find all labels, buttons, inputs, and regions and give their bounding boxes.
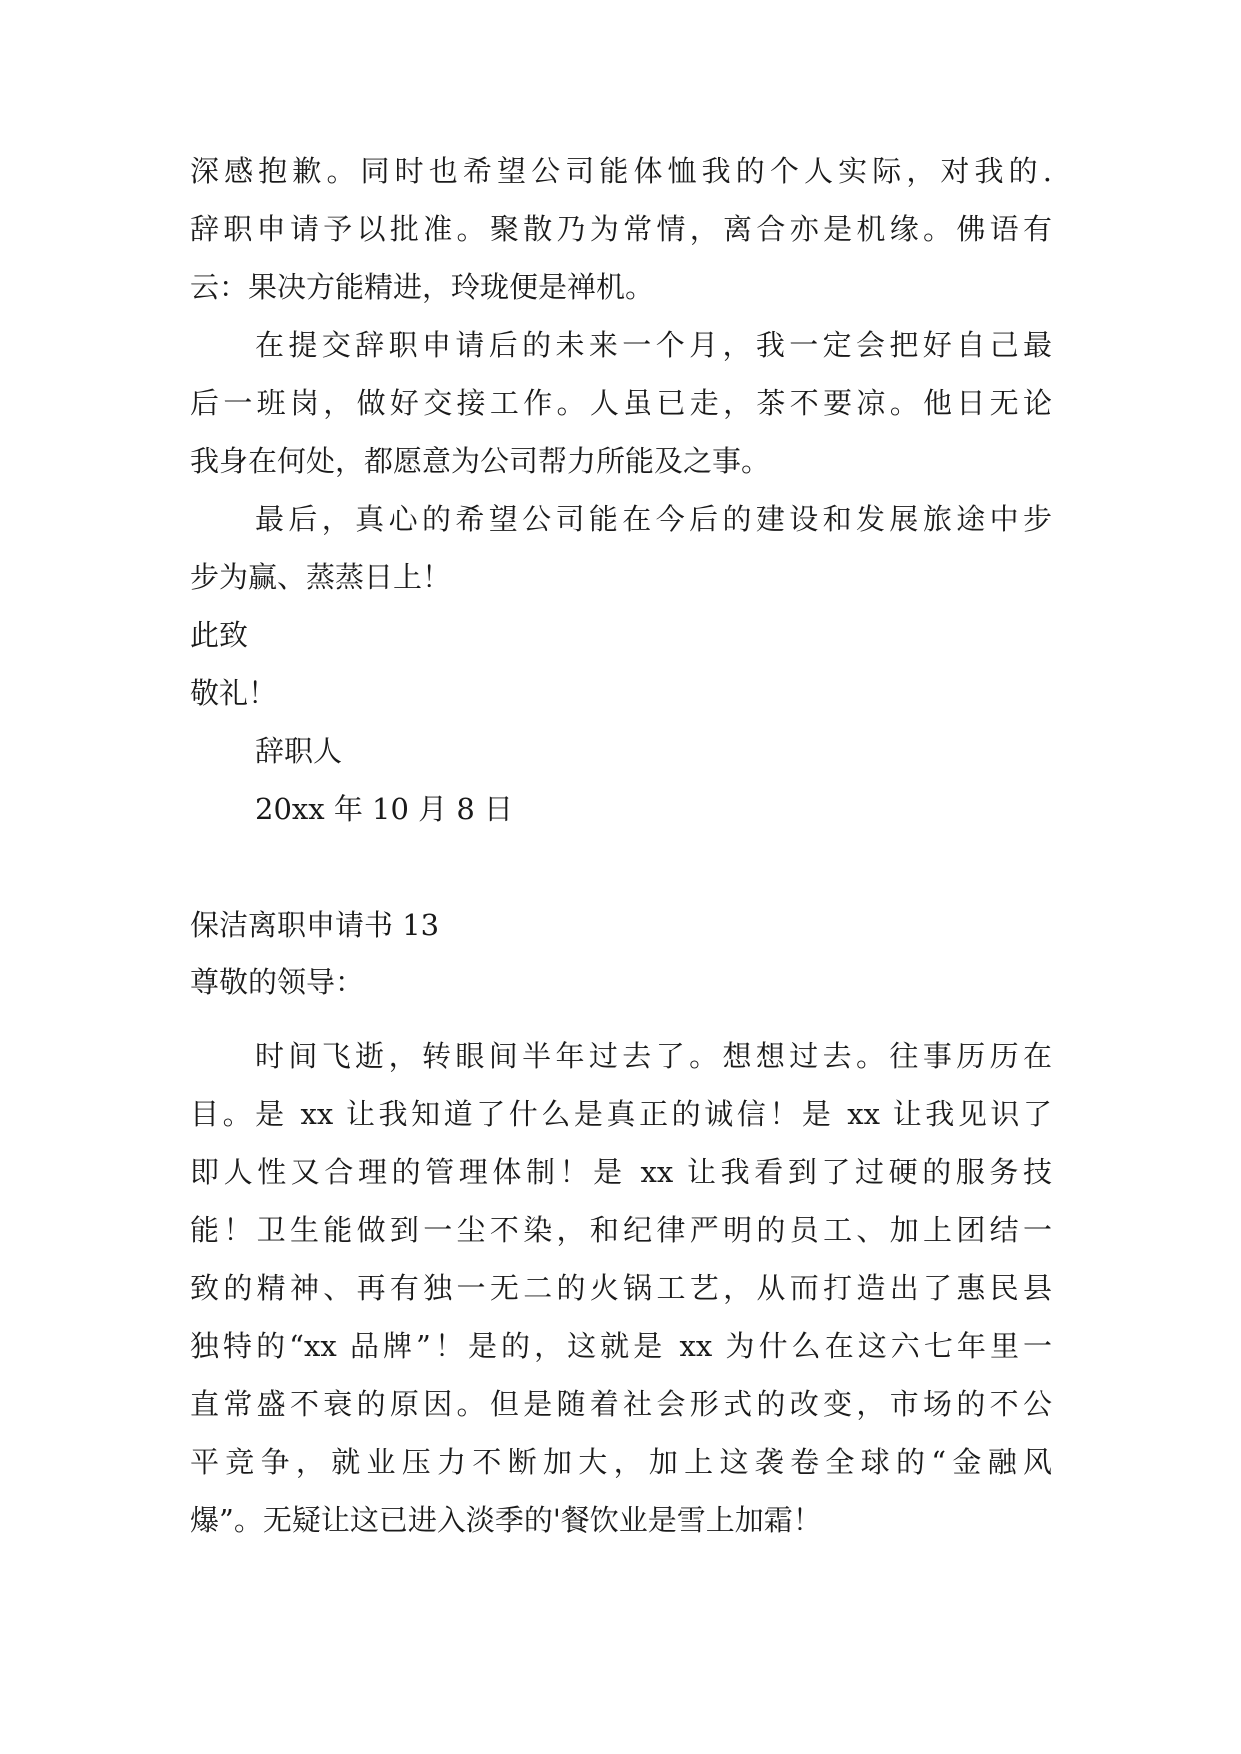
paragraph-line: 能！卫生能做到一尘不染，和纪律严明的员工、加上团结一: [190, 1213, 1052, 1247]
paragraph-line: 步为赢、蒸蒸日上！: [190, 560, 452, 594]
paragraph-line: 独特的“xx 品牌”！是的，这就是 xx 为什么在这六七年里一: [190, 1329, 1052, 1363]
closing-regards: 敬礼！: [190, 676, 278, 710]
section-title: 保洁离职申请书 13: [190, 908, 440, 942]
paragraph-line: 我身在何处，都愿意为公司帮力所能及之事。: [190, 444, 771, 478]
paragraph-line: 深感抱歉。同时也希望公司能体恤我的个人实际，对我的.: [190, 154, 1052, 188]
paragraph-line: 最后，真心的希望公司能在今后的建设和发展旅途中步: [255, 502, 1052, 536]
paragraph-line: 云：果决方能精进，玲珑便是禅机。: [190, 270, 655, 304]
paragraph-line: 爆”。无疑让这已进入淡季的'餐饮业是雪上加霜！: [190, 1503, 822, 1537]
signature-label: 辞职人: [255, 734, 343, 768]
paragraph-line: 平竞争，就业压力不断加大，加上这袭卷全球的“金融风: [190, 1445, 1052, 1479]
signature-date: 20xx 年 10 月 8 日: [255, 792, 514, 826]
greeting: 尊敬的领导：: [190, 965, 365, 999]
paragraph-line: 直常盛不衰的原因。但是随着社会形式的改变，市场的不公: [190, 1387, 1052, 1421]
paragraph-line: 时间飞逝，转眼间半年过去了。想想过去。往事历历在: [255, 1039, 1052, 1073]
paragraph-line: 致的精神、再有独一无二的火锅工艺，从而打造出了惠民县: [190, 1271, 1052, 1305]
paragraph-line: 后一班岗，做好交接工作。人虽已走，茶不要凉。他日无论: [190, 386, 1052, 420]
paragraph-line: 辞职申请予以批准。聚散乃为常情，离合亦是机缘。佛语有: [190, 212, 1052, 246]
paragraph-line: 目。是 xx 让我知道了什么是真正的诚信！是 xx 让我见识了: [190, 1097, 1052, 1131]
paragraph-line: 在提交辞职申请后的未来一个月，我一定会把好自己最: [255, 328, 1052, 362]
closing-salutation: 此致: [190, 618, 249, 652]
paragraph-line: 即人性又合理的管理体制！是 xx 让我看到了过硬的服务技: [190, 1155, 1052, 1189]
